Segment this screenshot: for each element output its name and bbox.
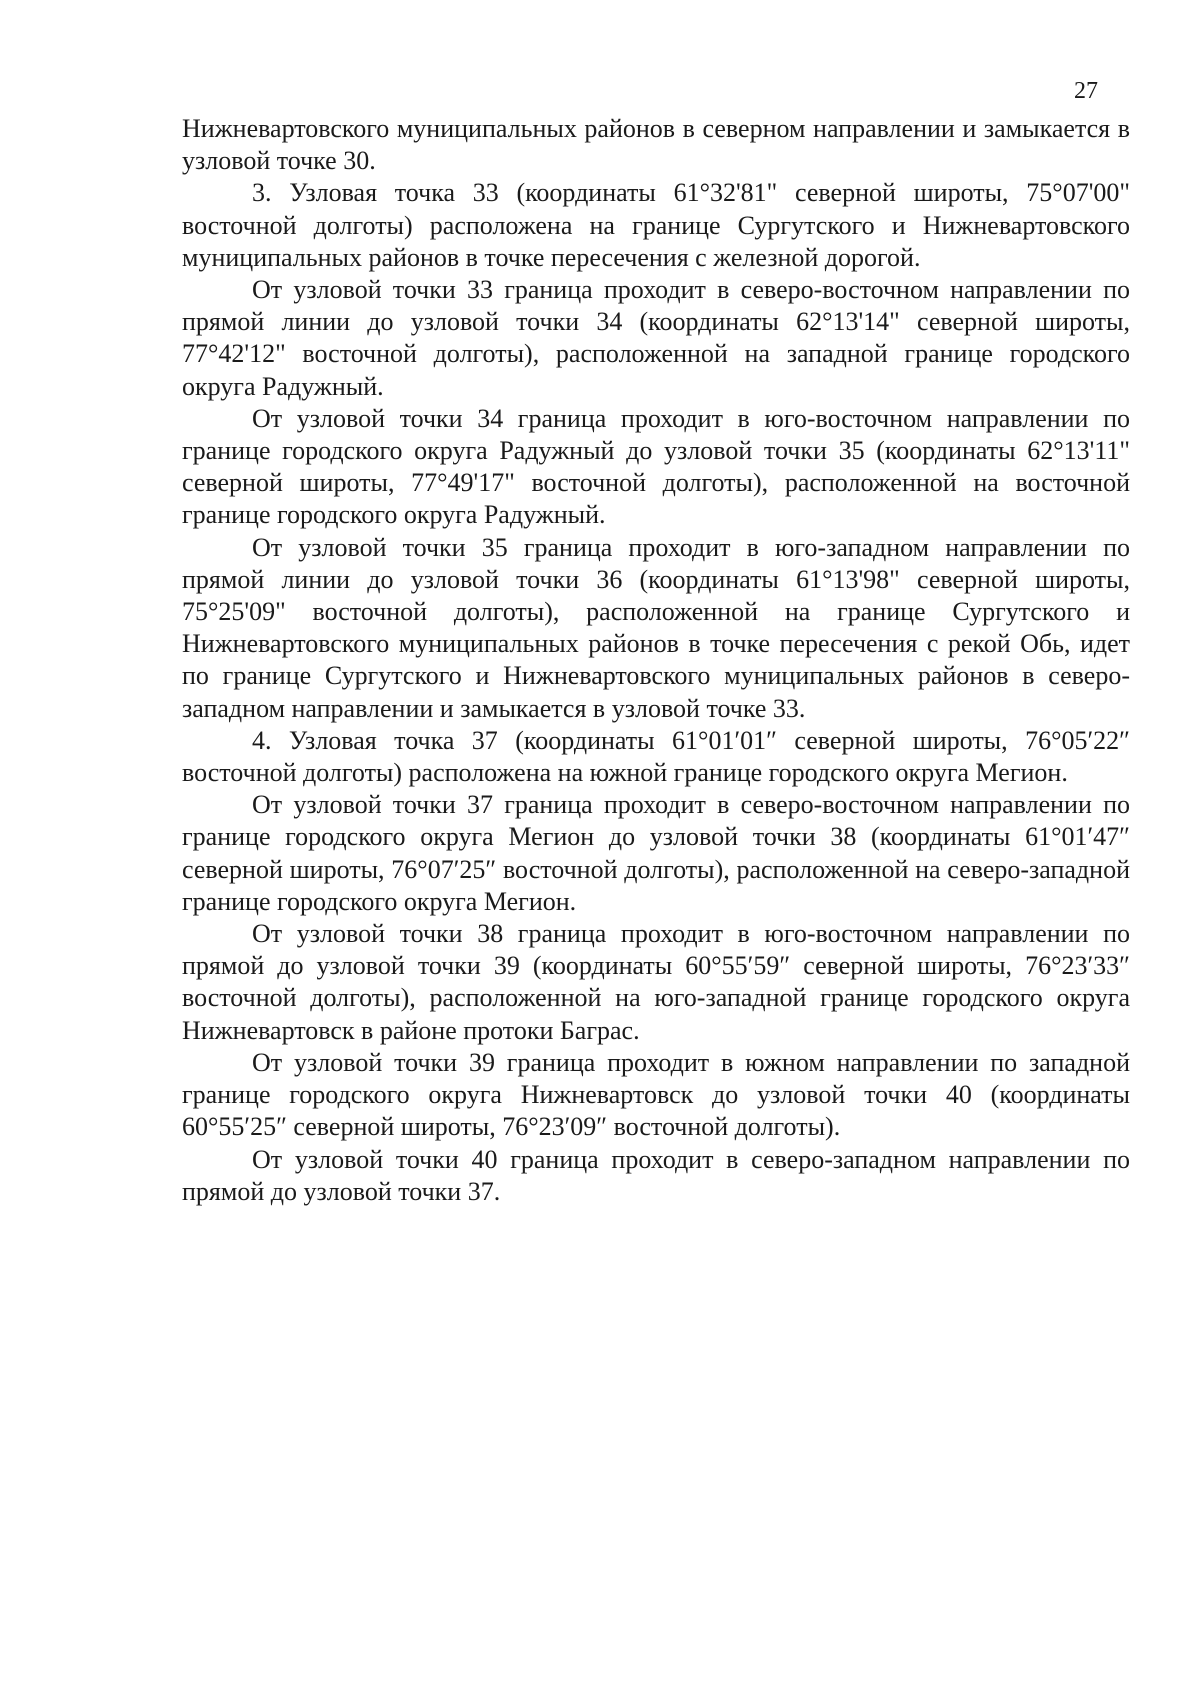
paragraph-segment-35-36: От узловой точки 35 граница проходит в юго-западном направлении по прямой линии до узловой точки 36 (координаты 61°13'98" северной широты, 75°25'09" восточной долготы), расположенной на границе Сургутского и Нижневартовского муниципальных районов в точке пересечения с рекой Обь, идет по границе Сургутского и Нижневартовского муниципальных районов в северо-западном направлении и замыкается в узловой точке 33.	[182, 532, 1130, 723]
paragraph-segment-40-37: От узловой точки 40 граница проходит в северо-западном направлении по прямой до узловой точки 37.	[182, 1144, 1130, 1206]
paragraph-segment-33-34: От узловой точки 33 граница проходит в северо-восточном направлении по прямой линии до узловой точки 34 (координаты 62°13'14" северной широты, 77°42'12" восточной долготы), расположенной на западной границе городского округа Радужный.	[182, 275, 1130, 401]
page-number: 27	[1074, 78, 1098, 104]
document-body	[182, 113, 1130, 1208]
paragraph-segment-37-38: От узловой точки 37 граница проходит в северо-восточном направлении по границе городского округа Мегион до узловой точки 38 (координаты 61°01′47″ северной широты, 76°07′25″ восточной долготы), расположенной на северо-западной границе городского округа Мегион.	[182, 790, 1130, 916]
paragraph-node-37: 4. Узловая точка 37 (координаты 61°01′01″ северной широты, 76°05′22″ восточной долготы) расположена на южной границе городского округа Мегион.	[182, 725, 1130, 788]
paragraph-segment-39-40: От узловой точки 39 граница проходит в южном направлении по западной границе городского округа Нижневартовск до узловой точки 40 (координаты 60°55′25″ северной широты, 76°23′09″ восточной долготы).	[182, 1047, 1130, 1142]
paragraph-continuation: Нижневартовского муниципальных районов в северном направлении и замыкается в узловой точке 30.	[182, 114, 1130, 176]
paragraph-segment-34-35: От узловой точки 34 граница проходит в юго-восточном направлении по границе городского округа Радужный до узловой точки 35 (координаты 62°13'11" северной широты, 77°49'17" восточной долготы), расположенной на восточной границе городского округа Радужный.	[182, 403, 1130, 530]
paragraph-segment-38-39: От узловой точки 38 граница проходит в юго-восточном направлении по прямой до узловой точки 39 (координаты 60°55′59″ северной широты, 76°23′33″ восточной долготы), расположенной на юго-западной границе городского округа Нижневартовск в районе протоки Баграс.	[182, 919, 1130, 1045]
paragraph-node-33: 3. Узловая точка 33 (координаты 61°32'81" северной широты, 75°07'00" восточной долготы) расположена на границе Сургутского и Нижневартовского муниципальных районов в точке пересечения с железной дорогой.	[182, 178, 1130, 272]
